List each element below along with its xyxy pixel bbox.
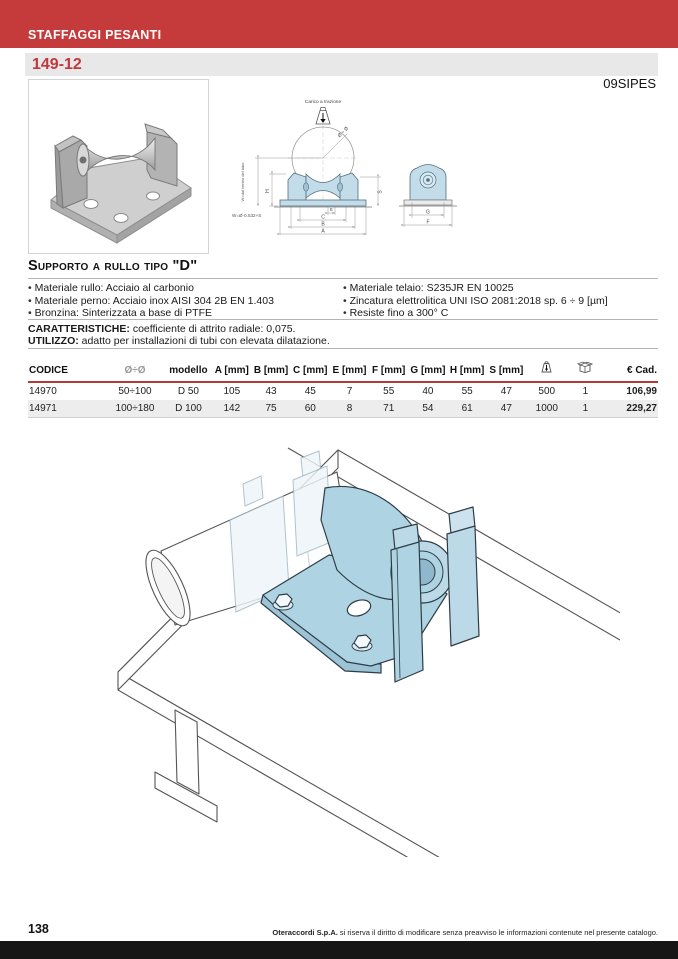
- col-f: F [mm]: [369, 352, 408, 382]
- table-row: [28, 400, 658, 418]
- cell-f: 71: [369, 400, 408, 418]
- product-photo: [28, 79, 209, 254]
- cell-codice: 14971: [28, 400, 105, 418]
- cell-pack: 1: [568, 400, 604, 418]
- cell-e: 7: [346, 386, 353, 397]
- col-diameter: Ø÷Ø: [105, 352, 164, 382]
- cell-h: 55: [461, 386, 473, 397]
- spec-list-left: [28, 282, 343, 320]
- footer-company: Oteraccordi S.p.A.: [272, 928, 338, 937]
- col-price: € Cad.: [603, 352, 658, 382]
- spec-item: • Materiale perno: Acciaio inox AISI 304 2B EN 1.403: [28, 295, 343, 308]
- dim-s-label: S: [377, 190, 384, 194]
- category-bar: [0, 0, 678, 48]
- weight-icon: [539, 361, 554, 373]
- product-table: [28, 352, 658, 418]
- cell-model: D 100: [165, 400, 213, 418]
- cell-h: 61: [448, 400, 487, 418]
- spec-item: • Materiale telaio: S235JR EN 10025: [343, 282, 658, 295]
- dim-h-label: H: [265, 189, 271, 193]
- w-formula: W=Ø·0.532+S: [232, 213, 262, 218]
- dim-e-label: E: [330, 207, 333, 212]
- spec-item: • Materiale rullo: Acciaio al carbonio: [28, 282, 343, 295]
- cell-s: 47: [487, 400, 526, 418]
- dimension-drawing: [228, 94, 468, 246]
- utilizzo-line: [28, 335, 658, 347]
- divider: [28, 319, 658, 320]
- page-number: 138: [28, 922, 49, 936]
- col-pack: [568, 352, 604, 382]
- roller-support-photo: [29, 80, 208, 253]
- cell-e: 8: [330, 400, 369, 418]
- technical-drawing: [228, 94, 468, 246]
- cell-c: 45: [304, 386, 316, 397]
- product-title: Supporto a rullo tipo "D": [28, 258, 198, 274]
- col-s: S [mm]: [487, 352, 526, 382]
- spec-list-right: [343, 282, 658, 320]
- cell-price: 106,99: [626, 386, 657, 397]
- dim-c-label: C: [321, 214, 325, 221]
- installation-drawing: [75, 422, 620, 857]
- cell-diameter: 100÷180: [105, 400, 164, 418]
- table-header-row: [28, 352, 658, 382]
- cell-model: D 50: [177, 386, 199, 397]
- col-a: A [mm]: [212, 352, 251, 382]
- product-code: 149-12: [32, 56, 82, 73]
- installation-illustration: [75, 422, 620, 857]
- col-codice: CODICE: [28, 352, 105, 382]
- cell-codice: 14970: [29, 386, 57, 397]
- col-b: B [mm]: [251, 352, 290, 382]
- package-icon: [577, 361, 593, 373]
- cell-diameter: 50÷100: [118, 386, 152, 397]
- dim-a-label: A: [321, 228, 325, 235]
- load-label: Carico a trazione: [304, 100, 342, 105]
- spec-item: • Resiste fino a 300° C: [343, 307, 658, 320]
- table-row: [28, 382, 658, 400]
- col-modello: modello: [165, 352, 213, 382]
- col-h: H [mm]: [448, 352, 487, 382]
- cell-g: 54: [408, 400, 447, 418]
- dim-b-label: B: [321, 221, 325, 228]
- tube-diameter-label: Ø ÷ Ø: [337, 126, 350, 139]
- col-e: E [mm]: [330, 352, 369, 382]
- caratteristiche-line: [28, 323, 658, 335]
- dim-g-label: G: [426, 209, 430, 216]
- caratteristiche-text: coefficiente di attrito radiale: 0,075.: [132, 323, 296, 335]
- caratteristiche-label: CARATTERISTICHE:: [28, 323, 130, 335]
- cell-s: 47: [500, 386, 512, 397]
- series-code: 09SIPES: [603, 76, 656, 91]
- spec-item: • Zincatura elettrolitica UNI ISO 2081:2018 sp. 6 ÷ 9 [µm]: [343, 295, 658, 308]
- utilizzo-text: adatto per installazioni di tubi con elevata dilatazione.: [81, 335, 330, 347]
- footer-disclaimer: [272, 928, 658, 937]
- divider: [28, 278, 658, 279]
- divider: [28, 348, 658, 349]
- col-load: [526, 352, 568, 382]
- cell-load: 500: [538, 386, 556, 397]
- w-axis-label: W=dal centro del tubo: [240, 162, 245, 202]
- product-code-band: [25, 53, 658, 76]
- cell-b: 43: [265, 386, 277, 397]
- cell-a: 105: [223, 386, 241, 397]
- cell-f: 55: [383, 386, 395, 397]
- cell-price: 229,27: [603, 400, 658, 418]
- cell-b: 75: [251, 400, 290, 418]
- dim-f-label: F: [426, 219, 430, 226]
- cell-load: 1000: [526, 400, 568, 418]
- cell-g: 40: [422, 386, 434, 397]
- col-g: G [mm]: [408, 352, 447, 382]
- spec-item: • Bronzina: Sinterizzata a base di PTFE: [28, 307, 343, 320]
- cell-pack: 1: [582, 386, 589, 397]
- col-c: C [mm]: [291, 352, 330, 382]
- category-title: STAFFAGGI PESANTI: [28, 28, 162, 42]
- footer-bar: [0, 941, 678, 959]
- utilizzo-label: UTILIZZO:: [28, 335, 79, 347]
- spec-bullets: [28, 282, 658, 320]
- cell-a: 142: [212, 400, 251, 418]
- cell-c: 60: [291, 400, 330, 418]
- footer-disclaimer-text: si riserva il diritto di modificare senza preavviso le informazioni contenute nel presente catalogo.: [339, 928, 658, 937]
